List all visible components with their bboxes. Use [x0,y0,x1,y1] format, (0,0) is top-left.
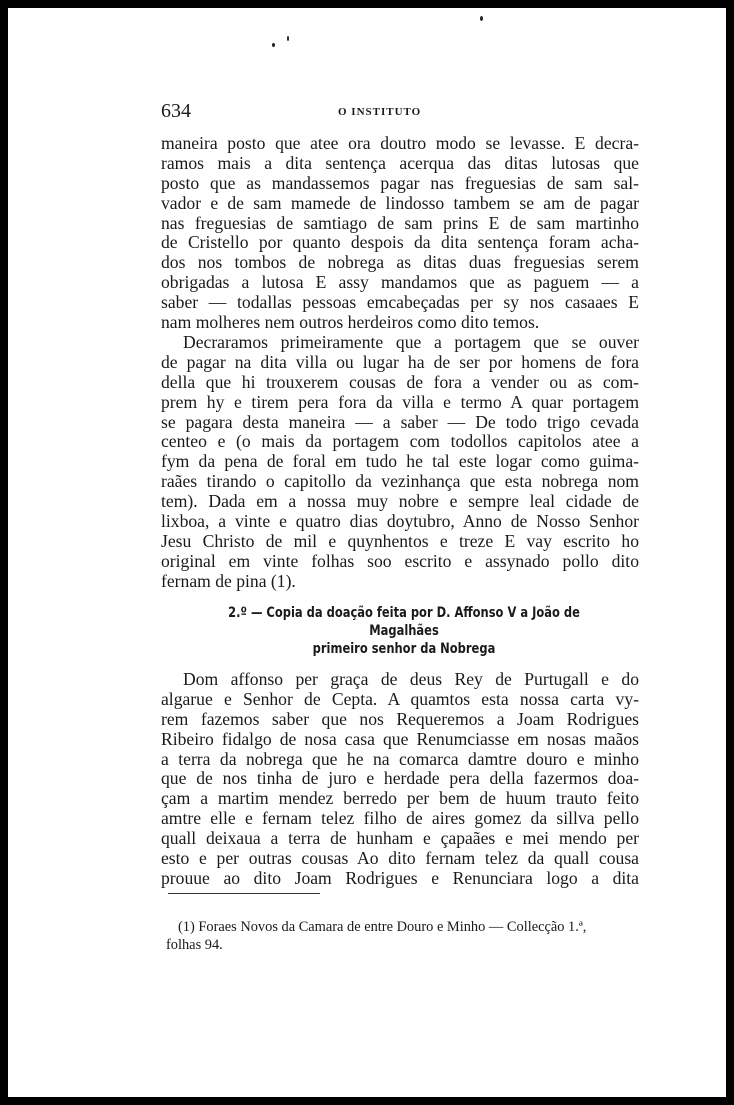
footnote-rule [168,893,320,894]
footnote-line: folhas 94. [166,937,223,953]
text-line: ramos mais a dita sentença acerqua das ditas lutosas que [161,152,639,173]
heading-line: 2.º — Copia da doação feita por D. Affonso V a João de Magalhães [228,605,580,639]
text-line: posto que as mandassemos pagar nas freguesias de sam sal- [161,172,639,193]
text-line: Dom affonso per graça de deus Rey de Purtugall e do [183,669,639,689]
ink-speck [272,43,275,47]
footnote [166,918,642,954]
text-line: amtre elle e fernam telez filho de aires gomez da sillva pello [161,808,639,829]
text-line: a terra da nobrega que he na comarca damtre douro e minho [161,748,639,769]
text-line: Jesu Christo de mil e quynhentos e treze E vay escrito ho [161,530,639,551]
ink-speck [480,16,483,21]
text-line: esto e per outras cousas Ao dito fernam telez da quall cousa [161,848,639,869]
text-line: rem fazemos saber que nos Requeremos a Joam Rodrigues [161,708,639,729]
text-line: prem hy e tirem pera fora da villa e termo A quar portagem [161,391,639,412]
text-line: saber — todallas pessoas emcabeçadas per sy nos casaaes E [161,292,639,313]
text-line: tem). Dada em a nossa muy nobre e sempre leal cidade de [161,491,639,512]
document-page [8,8,726,1097]
text-line: maneira posto que atee ora doutro modo se levasse. E decra- [161,133,639,153]
text-line: se pagara desta maneira — a saber — De todo trigo cevada [161,411,639,432]
text-line: de Cristello por quanto despois da dita sentença foram acha- [161,232,639,253]
footnote-line: (1) Foraes Novos da Camara de entre Douro e Minho — Collecção 1.ª, [178,919,587,935]
paragraph-3 [161,670,639,889]
text-line: nam molheres nem outros herdeiros como dito temos. [161,312,540,333]
section-heading [210,604,597,658]
text-line: obrigadas a lutosa E assy mandamos que as paguem — a [161,272,639,293]
text-line: çam a martim mendez berredo per bem de huum trauto feito [161,788,639,809]
text-line: prouue ao dito Joam Rodrigues e Renunciara logo a dita [161,867,639,888]
paragraph-1 [161,134,639,333]
text-line: nas freguesias de samtiago de sam prins E de sam martinho [161,212,639,233]
heading-line: primeiro senhor da Nobrega [312,641,496,657]
text-line: raães tirando o capitollo da vezinhança que esta nobrega nom [161,471,639,492]
text-line: della que hi trouxerem cousas de fora a vender ou as com- [161,371,639,392]
text-line: fernam de pina (1). [161,570,296,591]
text-line: quall deixaua a terra de hunham e çapaães e mei mendo per [161,828,639,849]
page-number: 634 [161,100,191,122]
text-line: Decraramos primeiramente que a portagem que se ouver [183,332,639,352]
text-line: lixboa, a vinte e quatro dias doytubro, Anno de Nosso Senhor [161,511,639,532]
text-line: algarue e Senhor de Cepta. A quamtos esta nossa carta vy- [161,688,639,709]
text-line: Ribeiro fidalgo de nosa casa que Renumciasse em nosas maãos [161,728,639,749]
text-line: de pagar na dita villa ou lugar ha de ser por homens de fora [161,351,639,372]
running-title: O INSTITUTO [338,106,422,118]
paragraph-2 [161,333,639,592]
text-line: que de nos tinha de juro e herdade pera della fazermos doa- [161,768,639,789]
text-line: dos nos tombos de nobrega as ditas duas freguesias serem [161,252,639,273]
ink-speck [287,36,289,41]
text-line: vador e de sam mamede de lindosso tambem se am de pagar [161,192,639,213]
page-header [8,100,726,126]
text-line: centeo e (o mais da portagem com todollos capitolos atee a [161,431,639,452]
text-line: fym da pena de foral em tudo he tal este logar como guima- [161,451,639,472]
text-line: original em vinte folhas soo escrito e assynado pollo dito [161,550,639,571]
